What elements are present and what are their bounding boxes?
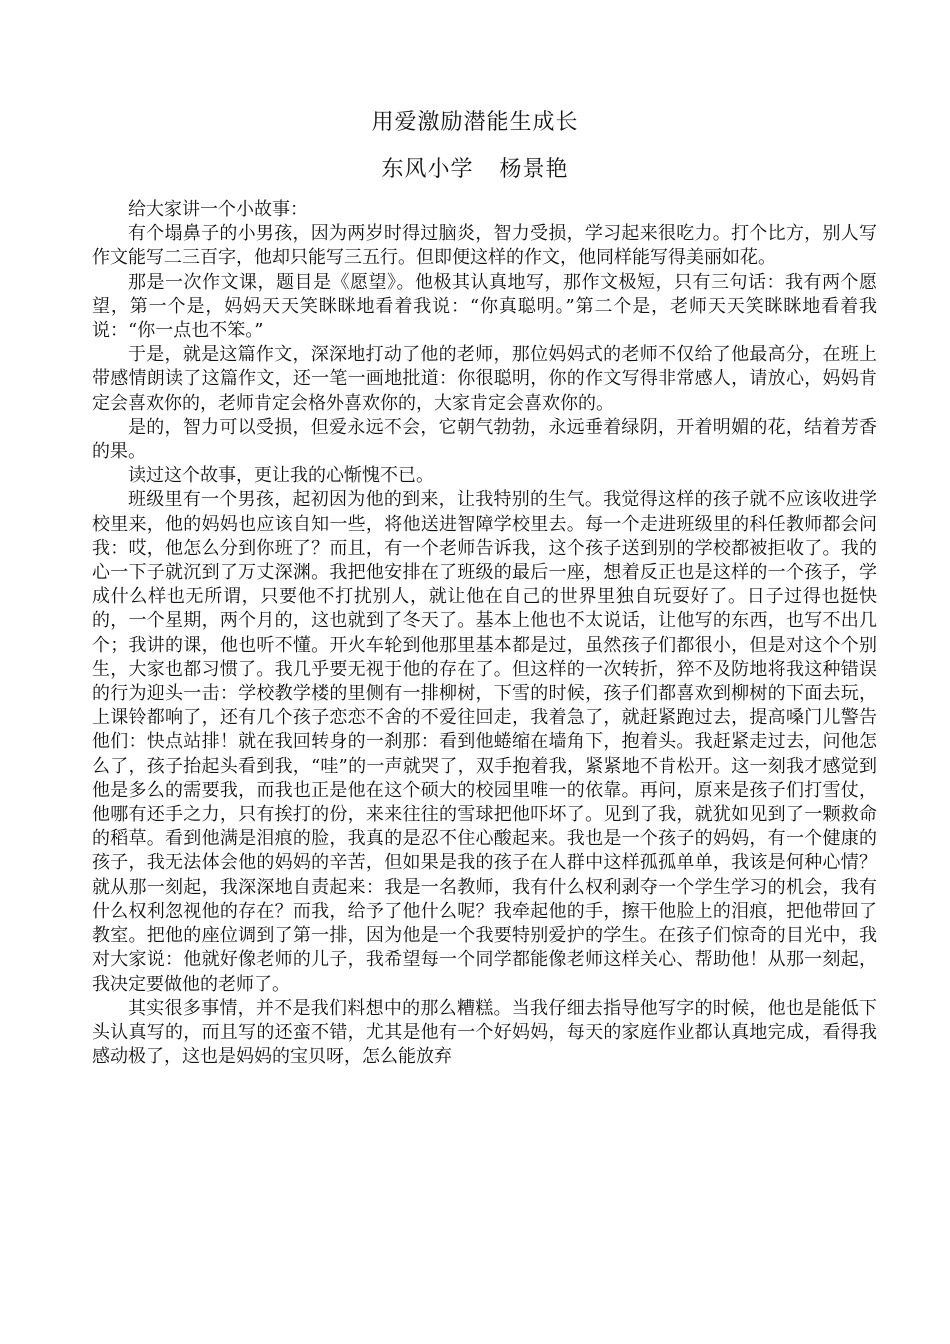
byline	[0, 155, 950, 185]
paragraph: 那是一次作文课，题目是《愿望》。他极其认真地写，那作文极短，只有三句话：我有两个愿望，第一个是，妈妈天天笑眯眯地看着我说：“你真聪明。”第二个是，老师天天笑眯眯地看着我说：“你一点也不笨。”	[92, 271, 877, 342]
document-body	[92, 198, 877, 1069]
paragraph: 给大家讲一个小故事：	[128, 199, 308, 220]
paragraph: 有个塌鼻子的小男孩，因为两岁时得过脑炎，智力受损，学习起来很吃力。打个比方，别人写作文能写二三百字，他却只能写三五行。但即便这样的作文，他同样能写得美丽如花。	[92, 223, 877, 269]
paragraph: 于是，就是这篇作文，深深地打动了他的老师，那位妈妈式的老师不仅给了他最高分，在班上带感情朗读了这篇作文，还一笔一画地批道：你很聪明，你的作文写得非常感人，请放心，妈妈肯定会喜欢你的，老师肯定会格外喜欢你的，大家肯定会喜欢你的。	[92, 344, 877, 414]
author-name: 杨景艳	[499, 157, 569, 182]
document-title: 用爱激励潜能生成长	[371, 110, 579, 135]
paragraph: 班级里有一个男孩，起初因为他的到来，让我特别的生气。我觉得这样的孩子就不应该收进学校里来，他的妈妈也应该自知一些，将他送进智障学校里去。每一个走进班级里的科任教师都会问我：哎，他怎么分到你班了？而且，有一个老师告诉我，这个孩子送到别的学校都被拒收了。我的心一下子就沉到了万丈深渊。我把他安排在了班级的最后一座，想着反正也是这样的一个孩子，学成什么样也无所谓，只要他不打扰别人，就让他在自己的世界里独自玩耍好了。日子过得也挺快的，一个星期，两个月的，这也就到了冬天了。基本上他也不太说话，让他写的东西，也写不出几个；我讲的课，他也听不懂。开火车轮到他那里基本都是过，虽然孩子们都很小，但是对这个个别生，大家也都习惯了。我几乎要无视于他的存在了。但这样的一次转折，猝不及防地将我这种错误的行为迎头一击：学校教学楼的里侧有一排柳树，下雪的时候，孩子们都喜欢到柳树的下面去玩，上课铃都响了，还有几个孩子恋恋不舍的不爱往回走，我着急了，就赶紧跑过去，提高嗓门儿警告他们：快点站排！就在我回转身的一刹那：看到他蜷缩在墙角下，抱着头。我赶紧走过去，问他怎么了，孩子抬起头看到我，“哇”的一声就哭了，双手抱着我，紧紧地不肯松开。这一刻我才感觉到他是多么的需要我，而我也正是他在这个硕大的校园里唯一的依靠。再问，原来是孩子们打雪仗，他哪有还手之力，只有挨打的份，来来往往的雪球把他吓坏了。见到了我，就犹如见到了一颗救命的稻草。看到他满是泪痕的脸，我真的是忍不住心酸起来。我也是一个孩子的妈妈，有一个健康的孩子，我无法体会他的妈妈的辛苦，但如果是我的孩子在人群中这样孤孤单单，我该是何种心情？就从那一刻起，我深深地自责起来：我是一名教师，我有什么权利剥夺一个学生学习的机会，我有什么权利忽视他的存在？而我，给予了他什么呢？我牵起他的手，擦干他脸上的泪痕，把他带回了教室。把他的座位调到了第一排，因为他是一个我要特别爱护的学生。在孩子们惊奇的目光中，我对大家说：他就好像老师的儿子，我希望每一个同学都能像老师这样关心、帮助他！从那一刻起，我决定要做他的老师了。	[92, 489, 877, 995]
paragraph: 其实很多事情，并不是我们料想中的那么糟糕。当我仔细去指导他写字的时候，他也是能低下头认真写的，而且写的还蛮不错，尤其是他有一个好妈妈，每天的家庭作业都认真地完成，看得我感动极了，这也是妈妈的宝贝呀，怎么能放弃	[92, 997, 877, 1068]
paragraph: 读过这个故事，更让我的心惭愧不已。	[128, 465, 434, 487]
paragraph: 是的，智力可以受损，但爱永远不会，它朝气勃勃，永远垂着绿阴，开着明媚的花，结着芳香的果。	[92, 416, 877, 463]
school-name: 东风小学	[381, 157, 474, 182]
